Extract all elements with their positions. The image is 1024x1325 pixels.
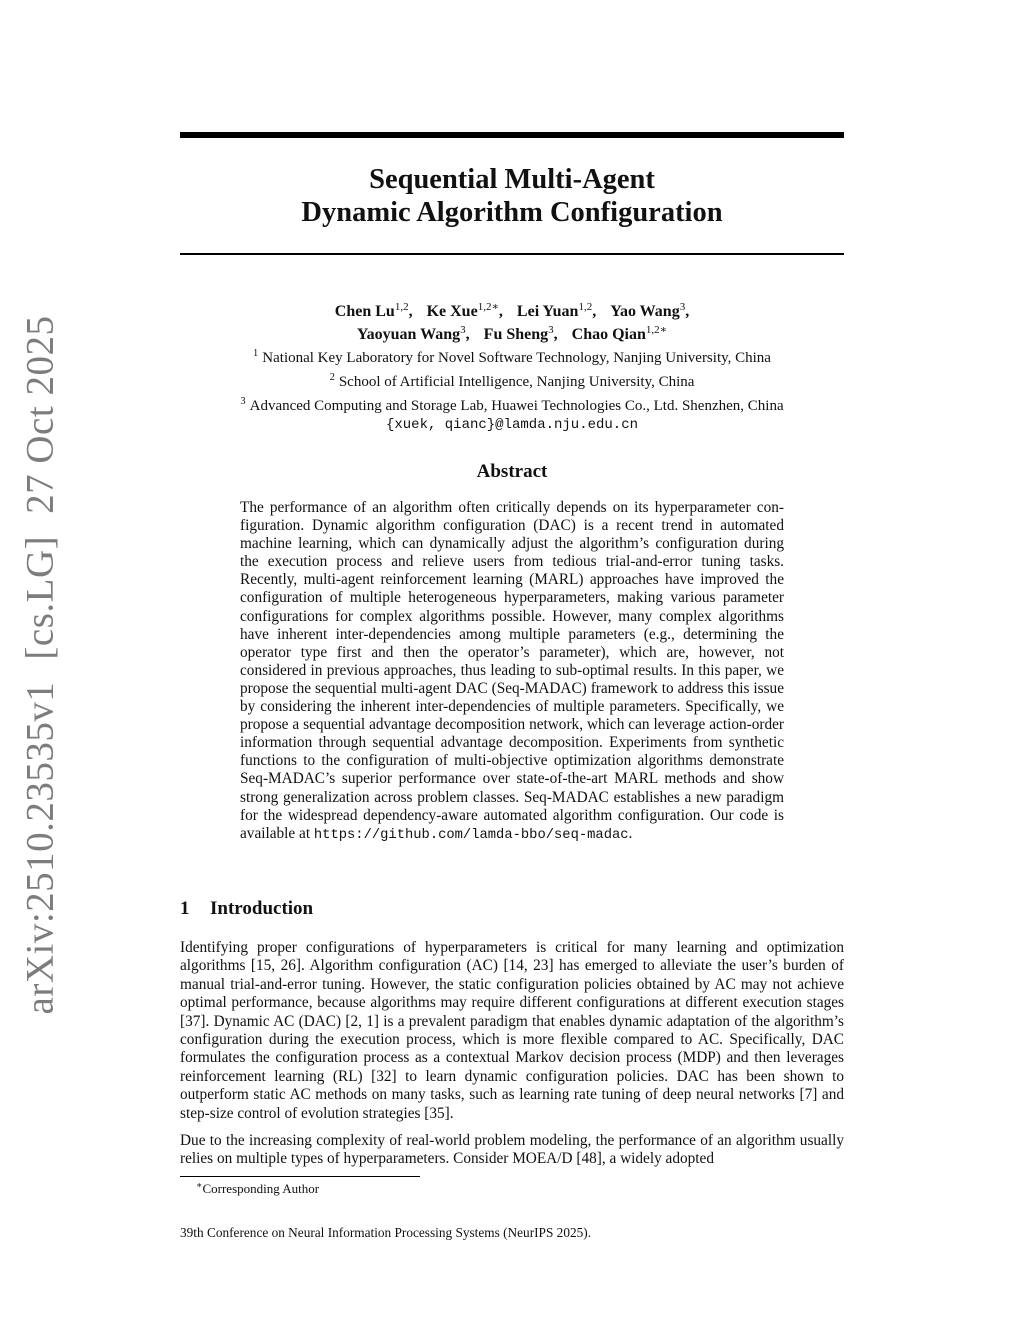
author-name: Yao Wang — [610, 303, 680, 320]
footnote-rule — [180, 1176, 420, 1177]
author-entry — [484, 326, 558, 343]
code-repository-link[interactable]: https://github.com/lamda-bbo/seq-madac — [313, 827, 629, 843]
author-affiliation-mark: 1,2∗ — [477, 301, 499, 313]
affiliation — [180, 368, 844, 392]
footnote-text: Corresponding Author — [202, 1181, 320, 1196]
affiliation-text: School of Artificial Intelligence, Nanjing University, China — [338, 374, 695, 390]
author-affiliation-mark: 1,2 — [578, 301, 593, 313]
section-title: Introduction — [210, 898, 314, 919]
author-line-2 — [180, 321, 844, 344]
arxiv-id: arXiv:2510.23535v1 — [18, 681, 62, 1015]
author-block — [180, 298, 844, 435]
author-entry — [572, 326, 667, 343]
abstract-heading: Abstract — [476, 461, 548, 482]
title-line-1: Sequential Multi-Agent — [369, 164, 655, 195]
title-top-rule — [180, 132, 844, 138]
author-affiliation-mark: 1,2 — [394, 301, 409, 313]
author-affiliation-mark: 1,2∗ — [645, 324, 668, 336]
title-line-2: Dynamic Algorithm Configuration — [301, 197, 723, 228]
author-entry — [357, 326, 470, 343]
section-heading-introduction — [180, 898, 313, 920]
introduction-body — [180, 939, 844, 1178]
author-entry — [610, 303, 689, 320]
paper-title — [180, 163, 844, 229]
author-name: Ke Xue — [426, 303, 478, 320]
conference-note: 39th Conference on Neural Information Processing Systems (NeurIPS 2025). — [180, 1225, 592, 1240]
title-bottom-rule — [180, 253, 844, 255]
author-affiliation-mark: 3 — [548, 324, 554, 336]
affiliation-mark: 3 — [240, 396, 246, 407]
affiliation-mark: 2 — [329, 372, 335, 383]
author-line-1 — [180, 298, 844, 321]
affiliation — [180, 344, 844, 368]
author-affiliation-mark: 3 — [460, 324, 466, 336]
affiliation-list — [180, 344, 844, 416]
footnote — [196, 1180, 319, 1197]
abstract-text — [240, 499, 784, 845]
arxiv-category: [cs.LG] — [18, 535, 62, 660]
author-separator: , — [685, 303, 690, 320]
author-name: Lei Yuan — [516, 303, 579, 320]
author-entry — [517, 303, 596, 320]
contact-email[interactable]: {xuek, qianc}@lamda.nju.edu.cn — [385, 417, 639, 433]
author-affiliation-mark: 3 — [679, 301, 686, 313]
author-separator: , — [408, 303, 413, 320]
footnote-mark: ∗ — [196, 1181, 203, 1191]
intro-paragraph-2: Due to the increasing complexity of real-world problem modeling, the performance of an algorithm usually relies on multiple types of hyperparameters. Consider MOEA/D [48], a widely adopted — [180, 1132, 844, 1168]
author-entry — [335, 303, 413, 320]
author-name: Chao Qian — [571, 326, 646, 343]
intro-paragraph-1: Identifying proper configurations of hyperparameters is critical for many learning and optimization algorithms [15, 26]. Algorithm configuration (AC) [14, 23] has emerged to alleviate the user’s burden of manual trial-and-error tuning. However, the static configuration policies obtained by AC may not achieve optimal performance, because algorithms may require different configurations at different execution stages [37]. Dynamic AC (DAC) [2, 1] is a prevalent paradigm that enables dynamic adaptation of the algorithm’s configuration during the execution process, which is more flexible compared to AC. Specifically, DAC formulates the configuration process as a contextual Markov decision process (MDP) and then leverages reinforcement learning (RL) [32] to learn dynamic configuration policies. DAC has been shown to outperform static AC methods on many tasks, such as learning rate tuning of deep neural networks [7] and step-size control of evolution strategies [35]. — [180, 939, 844, 1122]
author-separator: , — [498, 303, 503, 320]
author-name: Fu Sheng — [483, 326, 549, 343]
section-number: 1 — [180, 898, 190, 919]
affiliation — [180, 392, 844, 416]
abstract-end: . — [628, 824, 633, 842]
affiliation-mark: 1 — [253, 348, 259, 359]
author-name: Chen Lu — [334, 303, 395, 320]
author-name: Yaoyuan Wang — [356, 326, 461, 343]
abstract-paragraph: The performance of an algorithm often critically depends on its hyperparameter configuration. Dynamic algorithm configuration (DAC) is a recent trend in automated machine learning, which can dynamically adjust the algorithm’s configuration during the execution process and relieve users from tedious trial-and-error tuning tasks. Recently, multi-agent reinforcement learning (MARL) approaches have improved the configuration of multiple heterogeneous hyperparameters, making various parameter configurations for complex algorithms possible. However, many complex algorithms have inherent inter-dependencies among multiple parameters (e.g., determining the operator type first and then the operator’s parameter), which are, however, not considered in previous approaches, thus leading to sub-optimal results. In this paper, we propose the sequential multi-agent DAC (Seq-MADAC) framework to address this issue by considering the inherent inter-dependencies of multiple parameters. Specifically, we propose a sequential advantage decomposition network, which can leverage action-order information through sequential advantage decomposition. Experiments from synthetic functions to the configuration of multi-objective optimization algorithms demonstrate Seq-MADAC’s superior performance over state-of-the-art MARL methods and show strong generalization across problem classes. Seq-MADAC establishes a new paradigm for the widespread dependency-aware automated algorithm configuration. Our code is available at — [240, 499, 784, 842]
affiliation-text: Advanced Computing and Storage Lab, Huawei Technologies Co., Ltd. Shenzhen, China — [249, 398, 784, 414]
affiliation-text: National Key Laboratory for Novel Software Technology, Nanjing University, China — [262, 350, 771, 366]
author-separator: , — [592, 303, 597, 320]
author-entry — [427, 303, 503, 320]
arxiv-date: 27 Oct 2025 — [18, 315, 62, 514]
author-separator: , — [465, 326, 470, 343]
arxiv-identifier-stamp[interactable] — [18, 316, 63, 1015]
author-separator: , — [553, 326, 558, 343]
